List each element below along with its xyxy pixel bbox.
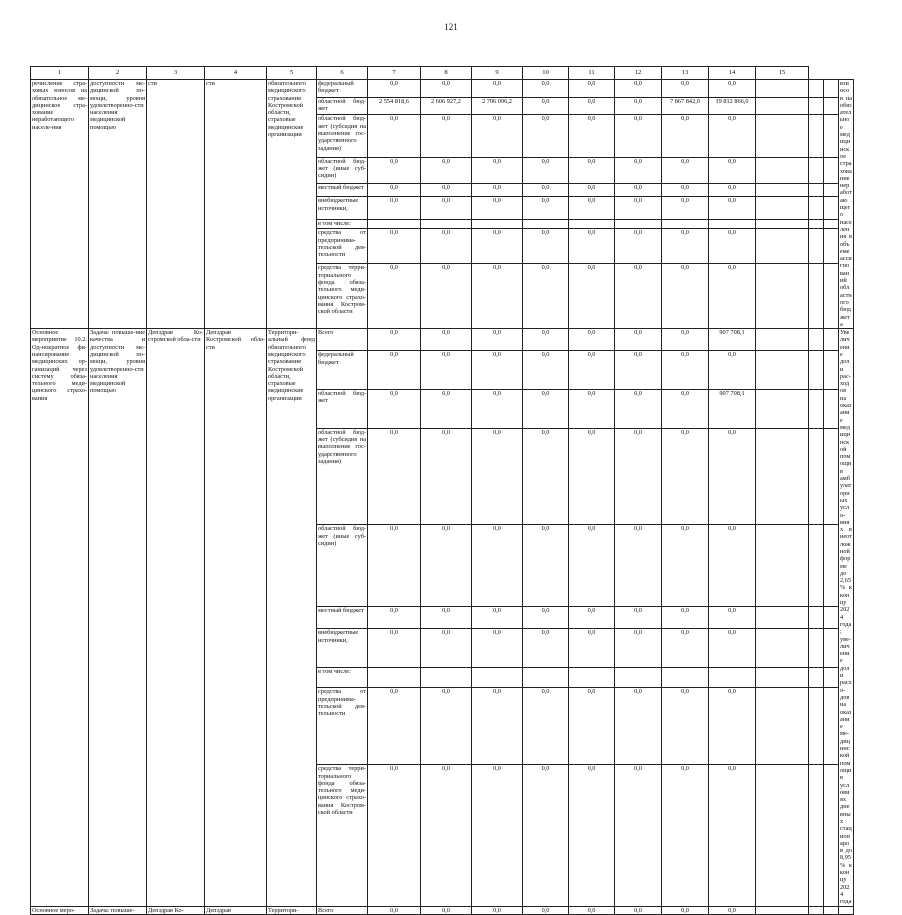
value-cell: 0,0 (615, 765, 662, 906)
empty-cell (809, 157, 824, 183)
block2-col5-cell: Территори-альный фонд обязательного медицинского страхования Костромской области, страховые медицинские организации (267, 329, 317, 906)
block3-col4-cell: Депздрав (205, 906, 267, 914)
value-cell: 0,0 (662, 351, 709, 390)
empty-cell (809, 97, 824, 115)
value-cell: 0,0 (662, 183, 709, 197)
value-cell (615, 219, 662, 228)
value-cell (569, 667, 615, 688)
header-cell: 6 (317, 67, 368, 80)
value-cell: 0,0 (662, 607, 709, 629)
value-cell: 0,0 (368, 264, 421, 329)
funding-source-cell: федеральный бюджет (317, 351, 368, 390)
value-cell: 0,0 (569, 629, 615, 668)
value-cell: 0,0 (709, 688, 756, 765)
value-cell: 0,0 (709, 906, 756, 914)
value-cell: 0,0 (421, 390, 472, 429)
value-cell: 19 812 866,0 (709, 97, 756, 115)
empty-cell (824, 219, 839, 228)
value-cell: 2 554 818,6 (368, 97, 421, 115)
header-cell: 2 (89, 67, 147, 80)
empty-cell (756, 629, 809, 668)
value-cell (472, 667, 523, 688)
value-cell: 0,0 (569, 428, 615, 525)
value-cell: 0,0 (615, 525, 662, 607)
funding-source-cell: областной бюд-жет (317, 390, 368, 429)
funding-source-cell: средства терри-ториального фонда обяза-тельного меди-цинского страхо-вания Костром-ской области (317, 264, 368, 329)
value-cell: 0,0 (662, 525, 709, 607)
value-cell: 2 606 927,2 (421, 97, 472, 115)
empty-cell (839, 906, 854, 914)
empty-cell (809, 765, 824, 906)
block2-col3-cell: Депздрав Ко-стромской обла-сти (147, 329, 205, 906)
program-table (30, 66, 854, 915)
empty-cell (809, 906, 824, 914)
block1-col2-cell: доступности ме-дицинской по-мощи, уровня удовлетворенно-сти населения медицинской помощью (89, 80, 147, 329)
funding-source-cell: федеральный бюджет (317, 80, 368, 98)
value-cell: 0,0 (472, 351, 523, 390)
block3-col3-cell: Депздрав Ко- (147, 906, 205, 914)
value-cell: 0,0 (472, 688, 523, 765)
empty-cell (824, 329, 839, 351)
block2-col1-cell: Основное мероприятие 10.2. Од-нократное фи-нансирование медицинских ор-ганизаций через систему обяза-тельного меди-цинского страхо-вания (31, 329, 89, 906)
value-cell: 0,0 (368, 906, 421, 914)
funding-source-cell: в том числе: (317, 667, 368, 688)
empty-cell (756, 219, 809, 228)
value-cell: 0,0 (709, 183, 756, 197)
empty-cell (756, 667, 809, 688)
funding-source-cell: областной бюд-жет (317, 97, 368, 115)
value-cell: 907 708,1 (709, 329, 756, 351)
value-cell: 0,0 (709, 765, 756, 906)
header-cell: 11 (569, 67, 615, 80)
value-cell: 0,0 (472, 329, 523, 351)
empty-cell (824, 80, 839, 98)
funding-source-cell: областной бюд-жет (иные суб-сидии) (317, 525, 368, 607)
value-cell: 0,0 (472, 906, 523, 914)
empty-cell (809, 197, 824, 220)
value-cell: 0,0 (709, 115, 756, 157)
value-cell: 0,0 (421, 765, 472, 906)
empty-cell (809, 667, 824, 688)
value-cell: 0,0 (421, 329, 472, 351)
empty-cell (809, 229, 824, 264)
value-cell: 0,0 (615, 906, 662, 914)
value-cell: 0,0 (472, 390, 523, 429)
value-cell: 0,0 (662, 765, 709, 906)
value-cell: 0,0 (368, 229, 421, 264)
empty-cell (824, 906, 839, 914)
value-cell: 0,0 (709, 229, 756, 264)
header-cell: 4 (205, 67, 267, 80)
value-cell: 0,0 (709, 607, 756, 629)
empty-cell (824, 183, 839, 197)
empty-cell (809, 115, 824, 157)
value-cell: 0,0 (569, 688, 615, 765)
value-cell: 0,0 (709, 428, 756, 525)
value-cell: 0,0 (615, 115, 662, 157)
value-cell: 0,0 (368, 428, 421, 525)
value-cell: 0,0 (523, 629, 569, 668)
value-cell: 0,0 (569, 80, 615, 98)
value-cell: 0,0 (662, 115, 709, 157)
value-cell: 0,0 (523, 906, 569, 914)
empty-cell (756, 351, 809, 390)
value-cell: 0,0 (523, 329, 569, 351)
empty-cell (809, 629, 824, 668)
value-cell: 0,0 (569, 157, 615, 183)
block2-result-cell: Увеличение доли рас-ходов на оказание медицинской помощи в амбулаторных усло-виях в неотложной форме до 2,65% к концу 2024 года; уве-личение доли расхо-дов на оказание ме-дицинской помощи в условиях дневных стационаров до 8,95% к концу 2024 года (840, 329, 852, 906)
empty-cell (809, 390, 824, 429)
value-cell: 0,0 (472, 115, 523, 157)
value-cell: 0,0 (709, 197, 756, 220)
value-cell: 0,0 (421, 629, 472, 668)
value-cell: 0,0 (368, 629, 421, 668)
value-cell: 0,0 (368, 688, 421, 765)
table-row (31, 906, 854, 914)
value-cell: 0,0 (662, 329, 709, 351)
value-cell: 0,0 (368, 390, 421, 429)
value-cell: 0,0 (662, 906, 709, 914)
value-cell: 0,0 (662, 157, 709, 183)
value-cell: 7 867 842,0 (662, 97, 709, 115)
empty-cell (756, 115, 809, 157)
header-cell: 5 (267, 67, 317, 80)
value-cell: 0,0 (662, 264, 709, 329)
empty-cell (809, 80, 824, 98)
value-cell: 0,0 (368, 765, 421, 906)
value-cell: 0,0 (709, 351, 756, 390)
value-cell: 0,0 (421, 80, 472, 98)
value-cell: 0,0 (523, 229, 569, 264)
value-cell: 0,0 (472, 183, 523, 197)
value-cell: 0,0 (615, 329, 662, 351)
value-cell: 0,0 (615, 157, 662, 183)
value-cell: 0,0 (421, 183, 472, 197)
empty-cell (756, 229, 809, 264)
value-cell: 0,0 (569, 351, 615, 390)
value-cell: 0,0 (472, 229, 523, 264)
value-cell: 0,0 (615, 197, 662, 220)
empty-cell (809, 428, 824, 525)
funding-source-cell: областной бюд-жет (иные суб-сидии) (317, 157, 368, 183)
empty-cell (756, 80, 809, 98)
empty-cell (809, 525, 824, 607)
empty-cell (824, 264, 839, 329)
value-cell (709, 667, 756, 688)
funding-source-cell: Всего (317, 906, 368, 914)
value-cell: 0,0 (662, 229, 709, 264)
value-cell: 0,0 (368, 607, 421, 629)
value-cell: 0,0 (368, 157, 421, 183)
value-cell: 0,0 (569, 97, 615, 115)
value-cell: 0,0 (569, 115, 615, 157)
page-number: 121 (444, 22, 458, 32)
value-cell: 0,0 (523, 525, 569, 607)
value-cell: 0,0 (569, 264, 615, 329)
empty-cell (809, 688, 824, 765)
header-cell: 10 (523, 67, 569, 80)
empty-cell (756, 264, 809, 329)
value-cell: 0,0 (615, 607, 662, 629)
value-cell (472, 219, 523, 228)
value-cell: 0,0 (421, 351, 472, 390)
empty-cell (824, 428, 839, 525)
value-cell: 0,0 (569, 197, 615, 220)
value-cell: 0,0 (569, 329, 615, 351)
value-cell: 0,0 (472, 428, 523, 525)
header-row (31, 67, 854, 80)
block1-col1-cell: речисление стра-ховых взносов на обязательное ме-дицинское стра-хование неработающего населе-ния (31, 80, 89, 329)
empty-cell (824, 629, 839, 668)
value-cell: 0,0 (615, 428, 662, 525)
value-cell: 2 706 096,2 (472, 97, 523, 115)
value-cell: 0,0 (569, 607, 615, 629)
funding-source-cell: средства от предпринима-тельской дея-тельности (317, 688, 368, 765)
value-cell: 0,0 (421, 906, 472, 914)
funding-source-cell: внебюджетные источники, (317, 629, 368, 668)
empty-cell (824, 525, 839, 607)
value-cell (368, 219, 421, 228)
value-cell: 0,0 (569, 229, 615, 264)
value-cell: 0,0 (472, 765, 523, 906)
value-cell: 0,0 (569, 390, 615, 429)
value-cell: 0,0 (421, 229, 472, 264)
empty-cell (809, 219, 824, 228)
value-cell (421, 219, 472, 228)
empty-cell (756, 97, 809, 115)
header-cell: 9 (472, 67, 523, 80)
value-cell: 907 708,1 (709, 390, 756, 429)
value-cell: 0,0 (523, 264, 569, 329)
value-cell: 0,0 (472, 629, 523, 668)
header-cell: 12 (615, 67, 662, 80)
value-cell: 0,0 (569, 183, 615, 197)
header-cell: 8 (421, 67, 472, 80)
header-cell: 7 (368, 67, 421, 80)
value-cell (523, 219, 569, 228)
block3-col2-cell: Задача: повыше- (89, 906, 147, 914)
empty-cell (824, 351, 839, 390)
value-cell: 0,0 (615, 229, 662, 264)
value-cell: 0,0 (368, 351, 421, 390)
empty-cell (824, 115, 839, 157)
value-cell (569, 219, 615, 228)
block2-col4-cell: Депздрав Костромской обла-сти (205, 329, 267, 906)
block1-col5-cell: обязательного медицинского страхования Костромской области, страховые медицинские организации (267, 80, 317, 329)
value-cell: 0,0 (662, 428, 709, 525)
empty-cell (756, 428, 809, 525)
empty-cell (824, 688, 839, 765)
value-cell: 0,0 (472, 264, 523, 329)
value-cell: 0,0 (368, 197, 421, 220)
empty-cell (756, 688, 809, 765)
value-cell (421, 667, 472, 688)
value-cell: 0,0 (368, 80, 421, 98)
empty-cell (809, 607, 824, 629)
value-cell: 0,0 (615, 390, 662, 429)
value-cell: 0,0 (523, 97, 569, 115)
value-cell: 0,0 (615, 688, 662, 765)
value-cell: 0,0 (615, 264, 662, 329)
value-cell (523, 667, 569, 688)
block3-col5-cell: Территори- (267, 906, 317, 914)
empty-cell (756, 765, 809, 906)
value-cell: 0,0 (421, 607, 472, 629)
value-cell: 0,0 (421, 197, 472, 220)
value-cell: 0,0 (523, 115, 569, 157)
value-cell (368, 667, 421, 688)
value-cell: 0,0 (662, 688, 709, 765)
empty-cell (824, 229, 839, 264)
funding-source-cell: местный бюджет (317, 183, 368, 197)
value-cell: 0,0 (569, 906, 615, 914)
empty-cell (756, 607, 809, 629)
header-cell: 15 (756, 67, 809, 80)
value-cell: 0,0 (662, 390, 709, 429)
block1-col3-cell: сти (147, 80, 205, 329)
funding-source-cell: средства от предпринима-тельской дея-тельности (317, 229, 368, 264)
empty-cell (809, 351, 824, 390)
value-cell: 0,0 (421, 157, 472, 183)
empty-cell (824, 667, 839, 688)
header-cell: 14 (709, 67, 756, 80)
value-cell: 0,0 (709, 264, 756, 329)
value-cell: 0,0 (472, 607, 523, 629)
value-cell: 0,0 (523, 80, 569, 98)
block1-result-cell: взносов на обязательное медицинское страхование неработающего населения в объеме ассигнований областного бюджета (840, 80, 852, 328)
empty-cell (756, 525, 809, 607)
value-cell (662, 219, 709, 228)
empty-cell (756, 329, 809, 351)
value-cell: 0,0 (709, 525, 756, 607)
header-cell: 13 (662, 67, 709, 80)
value-cell: 0,0 (523, 351, 569, 390)
value-cell: 0,0 (368, 525, 421, 607)
value-cell: 0,0 (523, 688, 569, 765)
value-cell: 0,0 (421, 525, 472, 607)
value-cell: 0,0 (569, 525, 615, 607)
empty-cell (824, 607, 839, 629)
table-row (31, 329, 854, 351)
value-cell (615, 667, 662, 688)
empty-cell (809, 329, 824, 351)
value-cell: 0,0 (662, 197, 709, 220)
empty-cell (756, 183, 809, 197)
value-cell: 0,0 (615, 183, 662, 197)
value-cell: 0,0 (709, 80, 756, 98)
funding-source-cell: Всего (317, 329, 368, 351)
empty-cell (824, 197, 839, 220)
block2-col2-cell: Задача: повыше-ние качества и доступности ме-дицинской по-мощи, уровня удовлетворенно-сти населения медицинской помощью (89, 329, 147, 906)
value-cell: 0,0 (523, 428, 569, 525)
value-cell: 0,0 (569, 765, 615, 906)
empty-cell (756, 157, 809, 183)
value-cell: 0,0 (709, 157, 756, 183)
empty-cell (824, 97, 839, 115)
empty-cell (756, 390, 809, 429)
value-cell: 0,0 (472, 80, 523, 98)
value-cell: 0,0 (615, 629, 662, 668)
value-cell: 0,0 (615, 351, 662, 390)
funding-source-cell: в том числе: (317, 219, 368, 228)
empty-cell (756, 197, 809, 220)
funding-source-cell: средства терри-ториального фонда обяза-тельного меди-цинского страхо-вания Костром-ской области (317, 765, 368, 906)
value-cell: 0,0 (615, 80, 662, 98)
funding-source-cell: местный бюджет (317, 607, 368, 629)
empty-cell (824, 390, 839, 429)
value-cell: 0,0 (523, 183, 569, 197)
empty-cell (824, 765, 839, 906)
value-cell: 0,0 (709, 629, 756, 668)
table-row (31, 80, 854, 98)
value-cell: 0,0 (615, 97, 662, 115)
value-cell: 0,0 (421, 688, 472, 765)
empty-cell (756, 906, 809, 914)
block1-col4-cell: сти (205, 80, 267, 329)
value-cell: 0,0 (421, 115, 472, 157)
funding-source-cell: областной бюд-жет (субсидия на выполнение гос-ударственного задания) (317, 428, 368, 525)
value-cell: 0,0 (662, 80, 709, 98)
value-cell: 0,0 (368, 329, 421, 351)
funding-source-cell: внебюджетные источники, (317, 197, 368, 220)
value-cell: 0,0 (523, 197, 569, 220)
value-cell: 0,0 (523, 765, 569, 906)
value-cell (662, 667, 709, 688)
value-cell (709, 219, 756, 228)
value-cell: 0,0 (472, 157, 523, 183)
value-cell: 0,0 (662, 629, 709, 668)
empty-cell (809, 183, 824, 197)
header-cell: 3 (147, 67, 205, 80)
empty-cell (809, 264, 824, 329)
value-cell: 0,0 (368, 115, 421, 157)
value-cell: 0,0 (472, 197, 523, 220)
block3-col1-cell: Основное меро- (31, 906, 89, 914)
empty-cell (824, 157, 839, 183)
value-cell: 0,0 (368, 183, 421, 197)
value-cell: 0,0 (421, 428, 472, 525)
value-cell: 0,0 (421, 264, 472, 329)
value-cell: 0,0 (472, 525, 523, 607)
value-cell: 0,0 (523, 390, 569, 429)
header-cell: 1 (31, 67, 89, 80)
value-cell: 0,0 (523, 607, 569, 629)
value-cell: 0,0 (523, 157, 569, 183)
funding-source-cell: областной бюд-жет (субсидия на выполнение гос-ударственного задания) (317, 115, 368, 157)
